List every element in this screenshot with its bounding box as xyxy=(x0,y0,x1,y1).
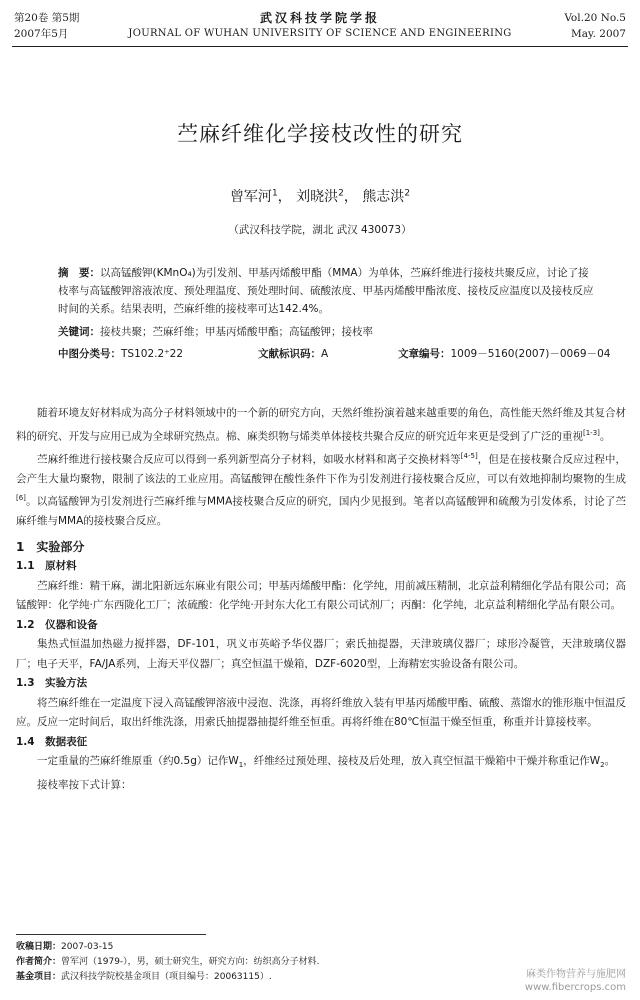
author-separator: ， xyxy=(343,189,358,205)
footnote-label: 作者简介： xyxy=(16,957,62,967)
section-heading: 1 实验部分 xyxy=(16,539,85,554)
watermark-cn: 麻类作物营养与施肥网 xyxy=(526,969,626,980)
author-affil-mark: 1 xyxy=(271,188,278,199)
intro-paragraph-2 xyxy=(16,447,626,532)
header-volume-en xyxy=(564,10,626,42)
intro-text: 随着环境友好材料成为高分子材料领域中的一个新的研究方向，天然纤维扮演着越来越重要的角色，高性能天然纤维及其复合材料的研究、开发与应用已成为全球研究热点。棉、麻类织物与烯类单体接枝共聚合反应的研究近年来更是受到了广泛的重视 xyxy=(16,407,626,442)
subsection-heading: 1.4 数据表征 xyxy=(16,735,88,748)
formula-intro: 接枝率按下式计算： xyxy=(37,778,132,791)
paper-body xyxy=(16,404,626,795)
footnote-value: 武汉科技学院校基金项目（项目编号：20063115）. xyxy=(61,972,272,982)
intro-text: 。以高锰酸钾为引发剂进行苎麻纤维与MMA接枝聚合反应的研究，国内少见报到。笔者以高锰酸钾和硫酸为引发体系，讨论了苎麻纤维与MMA的接枝聚合反应。 xyxy=(16,495,626,527)
footnote-value: 2007-03-15 xyxy=(61,942,114,952)
data-paragraph xyxy=(16,752,626,776)
intro-text: ，但是在接枝聚合反应过程中，会产生大量均聚物，限制了该法的工业应用。高锰酸钾在酸性条件下作为引发剂进行接枝聚合反应，可以有效地抑制均聚物的生成 xyxy=(16,453,627,485)
article-number xyxy=(398,346,610,361)
data-text: ，纤维经过预处理、接枝及后处理，放入真空恒温干燥箱中干燥并称重记作W xyxy=(243,755,601,767)
article-number-label: 文章编号： xyxy=(398,348,451,360)
header-volume: 第20卷 第5期 xyxy=(14,12,80,24)
header-rule xyxy=(12,46,628,47)
author-list xyxy=(0,186,640,206)
header-date: 2007年5月 xyxy=(14,28,69,40)
author-name: 熊志洪 xyxy=(362,189,405,205)
citation: [1-3] xyxy=(583,428,600,437)
intro-text: 苎麻纤维进行接枝聚合反应可以得到一系列新型高分子材料，如吸水材料和离子交换材料等 xyxy=(37,453,461,465)
footnote-label: 收稿日期： xyxy=(16,942,62,952)
data-text: 。 xyxy=(604,755,616,767)
fund-info xyxy=(16,970,576,985)
paper-title: 苎麻纤维化学接枝改性的研究 xyxy=(177,122,463,146)
intro-paragraph-1 xyxy=(16,404,626,447)
doc-code-label: 文献标识码： xyxy=(258,348,321,360)
subsection-heading: 1.1 原材料 xyxy=(16,560,77,572)
header-vol-no: Vol.20 No.5 xyxy=(564,12,626,24)
abstract-text: 以高锰酸钾(KMnO₄)为引发剂、甲基丙烯酸甲酯（MMA）为单体，苎麻纤维进行接枝共聚反应，讨论了接枝率与高锰酸钾溶液浓度、预处理温度、预处理时间、硫酸浓度、甲基丙烯酸甲酯浓度、接枝反应温度以及接枝反应时间的关系。结果表明，苎麻纤维的接枝率可达142.4%。 xyxy=(58,267,594,315)
received-date xyxy=(16,940,576,955)
author-affil-mark: 2 xyxy=(338,188,344,199)
journal-name-en: JOURNAL OF WUHAN UNIVERSITY OF SCIENCE AND ENGINEERING xyxy=(128,28,512,39)
intro-text: 。 xyxy=(599,430,611,442)
watermark-url: www.fibercrops.com xyxy=(524,982,626,993)
keywords xyxy=(58,324,598,339)
subscript: 1 xyxy=(238,761,244,770)
method-paragraph: 将苎麻纤维在一定温度下浸入高锰酸钾溶液中浸泡、洗涤，再将纤维放入装有甲基丙烯酸甲酯、硫酸、蒸馏水的锥形瓶中恒温反应。反应一定时间后，取出纤维洗涤，用索氏抽提器抽提纤维至恒重。再将纤维在80℃恒温干燥至恒重，称重并计算接枝率。 xyxy=(16,696,626,728)
running-header xyxy=(0,4,640,44)
site-watermark xyxy=(525,968,626,994)
keywords-text: 接枝共聚；苎麻纤维；甲基丙烯酸甲酯；高锰酸钾；接枝率 xyxy=(100,326,373,338)
author-name: 曾军河 xyxy=(229,189,272,205)
footnote-label: 基金项目： xyxy=(16,972,62,982)
clc-number xyxy=(58,346,258,361)
keywords-label: 关键词： xyxy=(58,326,100,338)
equipment-paragraph: 集热式恒温加热磁力搅拌器，DF-101，巩义市英峪予华仪器厂；索氏抽提器，天津玻璃仪器厂；球形冷凝管，天津玻璃仪器厂；电子天平，FA/JA系列，上海天平仪器厂；真空恒温干燥箱，DZF-6020型，上海精宏实验设备有限公司。 xyxy=(16,638,626,670)
data-text: 一定重量的苎麻纤维原重（约0.5g）记作W xyxy=(37,755,239,767)
subsection-heading: 1.3 实验方法 xyxy=(16,677,88,689)
affiliation: （武汉科技学院，湖北 武汉 430073） xyxy=(228,224,412,236)
classification-line xyxy=(58,346,618,361)
footnote-rule xyxy=(16,934,206,935)
journal-name-cn: 武汉科技学院学报 xyxy=(259,11,380,25)
footnotes xyxy=(16,940,576,985)
subsection-heading: 1.2 仪器和设备 xyxy=(16,618,98,631)
header-month: May. 2007 xyxy=(571,28,626,40)
citation: [6] xyxy=(16,494,26,502)
footnote-value: 曾军河（1979-），男，硕士研究生，研究方向：纺织高分子材料. xyxy=(61,957,320,967)
subscript: 2 xyxy=(600,761,605,770)
citation: [4-5] xyxy=(460,451,478,460)
clc-value: TS102.2⁺22 xyxy=(121,348,184,360)
author-separator: ， xyxy=(277,189,292,205)
doc-code xyxy=(258,346,398,361)
author-affil-mark: 2 xyxy=(404,188,411,199)
author-name: 刘晓洪 xyxy=(296,189,339,205)
header-journal-name xyxy=(120,10,520,42)
abstract-label: 摘 要： xyxy=(58,267,100,279)
materials-paragraph: 苎麻纤维：精干麻，湖北阳新远东麻业有限公司；甲基丙烯酸甲酯：化学纯，用前减压精制，北京益利精细化学品有限公司；高锰酸钾：化学纯·广东西陇化工厂；浓硫酸：化学纯·开封东大化工有限公司试剂厂；丙酮：化学纯，北京益利精细化学品有限公司。 xyxy=(16,579,626,611)
clc-label: 中图分类号： xyxy=(58,348,121,360)
header-issue-info xyxy=(14,10,79,42)
author-bio xyxy=(16,955,576,970)
abstract xyxy=(58,264,598,318)
doc-code-value: A xyxy=(321,348,329,360)
article-number-value: 1009－5160(2007)－0069－04 xyxy=(450,348,611,360)
